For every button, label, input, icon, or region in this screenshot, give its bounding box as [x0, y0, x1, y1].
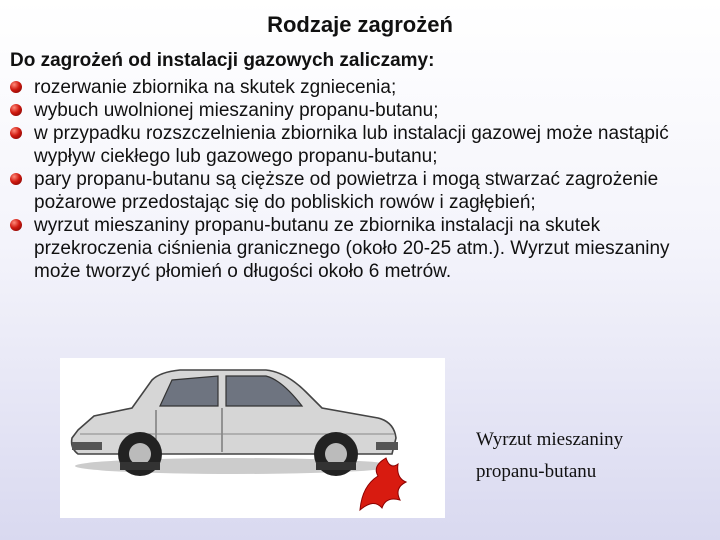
front-hubcap — [325, 443, 347, 465]
figure-caption — [476, 424, 623, 488]
slide-title: Rodzaje zagrożeń — [267, 12, 453, 37]
list-item-text: wyrzut mieszaniny propanu-butanu ze zbiornika instalacji na skutek przekroczenia ciśnienia granicznego (około 20-25 atm.). Wyrzut mieszaniny może tworzyć płomień o długości około 6 metrów. — [34, 215, 670, 282]
rear-bumper — [72, 442, 102, 450]
car-illustration — [60, 358, 445, 518]
car-drawing — [60, 358, 445, 518]
list-item-text: rozerwanie zbiornika na skutek zgniecenia; — [34, 77, 397, 98]
list-item — [10, 99, 710, 122]
bullet-icon — [10, 104, 22, 116]
list-item — [10, 76, 710, 99]
section-heading: Do zagrożeń od instalacji gazowych zaliczamy: — [10, 50, 435, 71]
list-item-text: wybuch uwolnionej mieszaniny propanu-butanu; — [34, 100, 439, 121]
bullet-icon — [10, 173, 22, 185]
list-item-text: w przypadku rozszczelnienia zbiornika lub instalacji gazowej może nastąpić wypływ ciekłego lub gazowego propanu-butanu; — [34, 123, 669, 167]
rear-hubcap — [129, 443, 151, 465]
list-item — [10, 122, 710, 168]
front-bumper — [376, 442, 398, 450]
list-item — [10, 168, 710, 214]
list-item — [10, 214, 710, 283]
list-item-text: pary propanu-butanu są cięższe od powietrza i mogą stwarzać zagrożenie pożarowe przedostając się do pobliskich rowów i zagłębień; — [34, 169, 659, 213]
bullet-icon — [10, 81, 22, 93]
caption-line: Wyrzut mieszaniny — [476, 429, 624, 450]
caption-line: propanu-butanu — [476, 461, 597, 482]
front-stand — [316, 462, 356, 470]
bullet-icon — [10, 219, 22, 231]
hazard-list — [10, 76, 710, 283]
rear-stand — [120, 462, 160, 470]
bullet-icon — [10, 127, 22, 139]
